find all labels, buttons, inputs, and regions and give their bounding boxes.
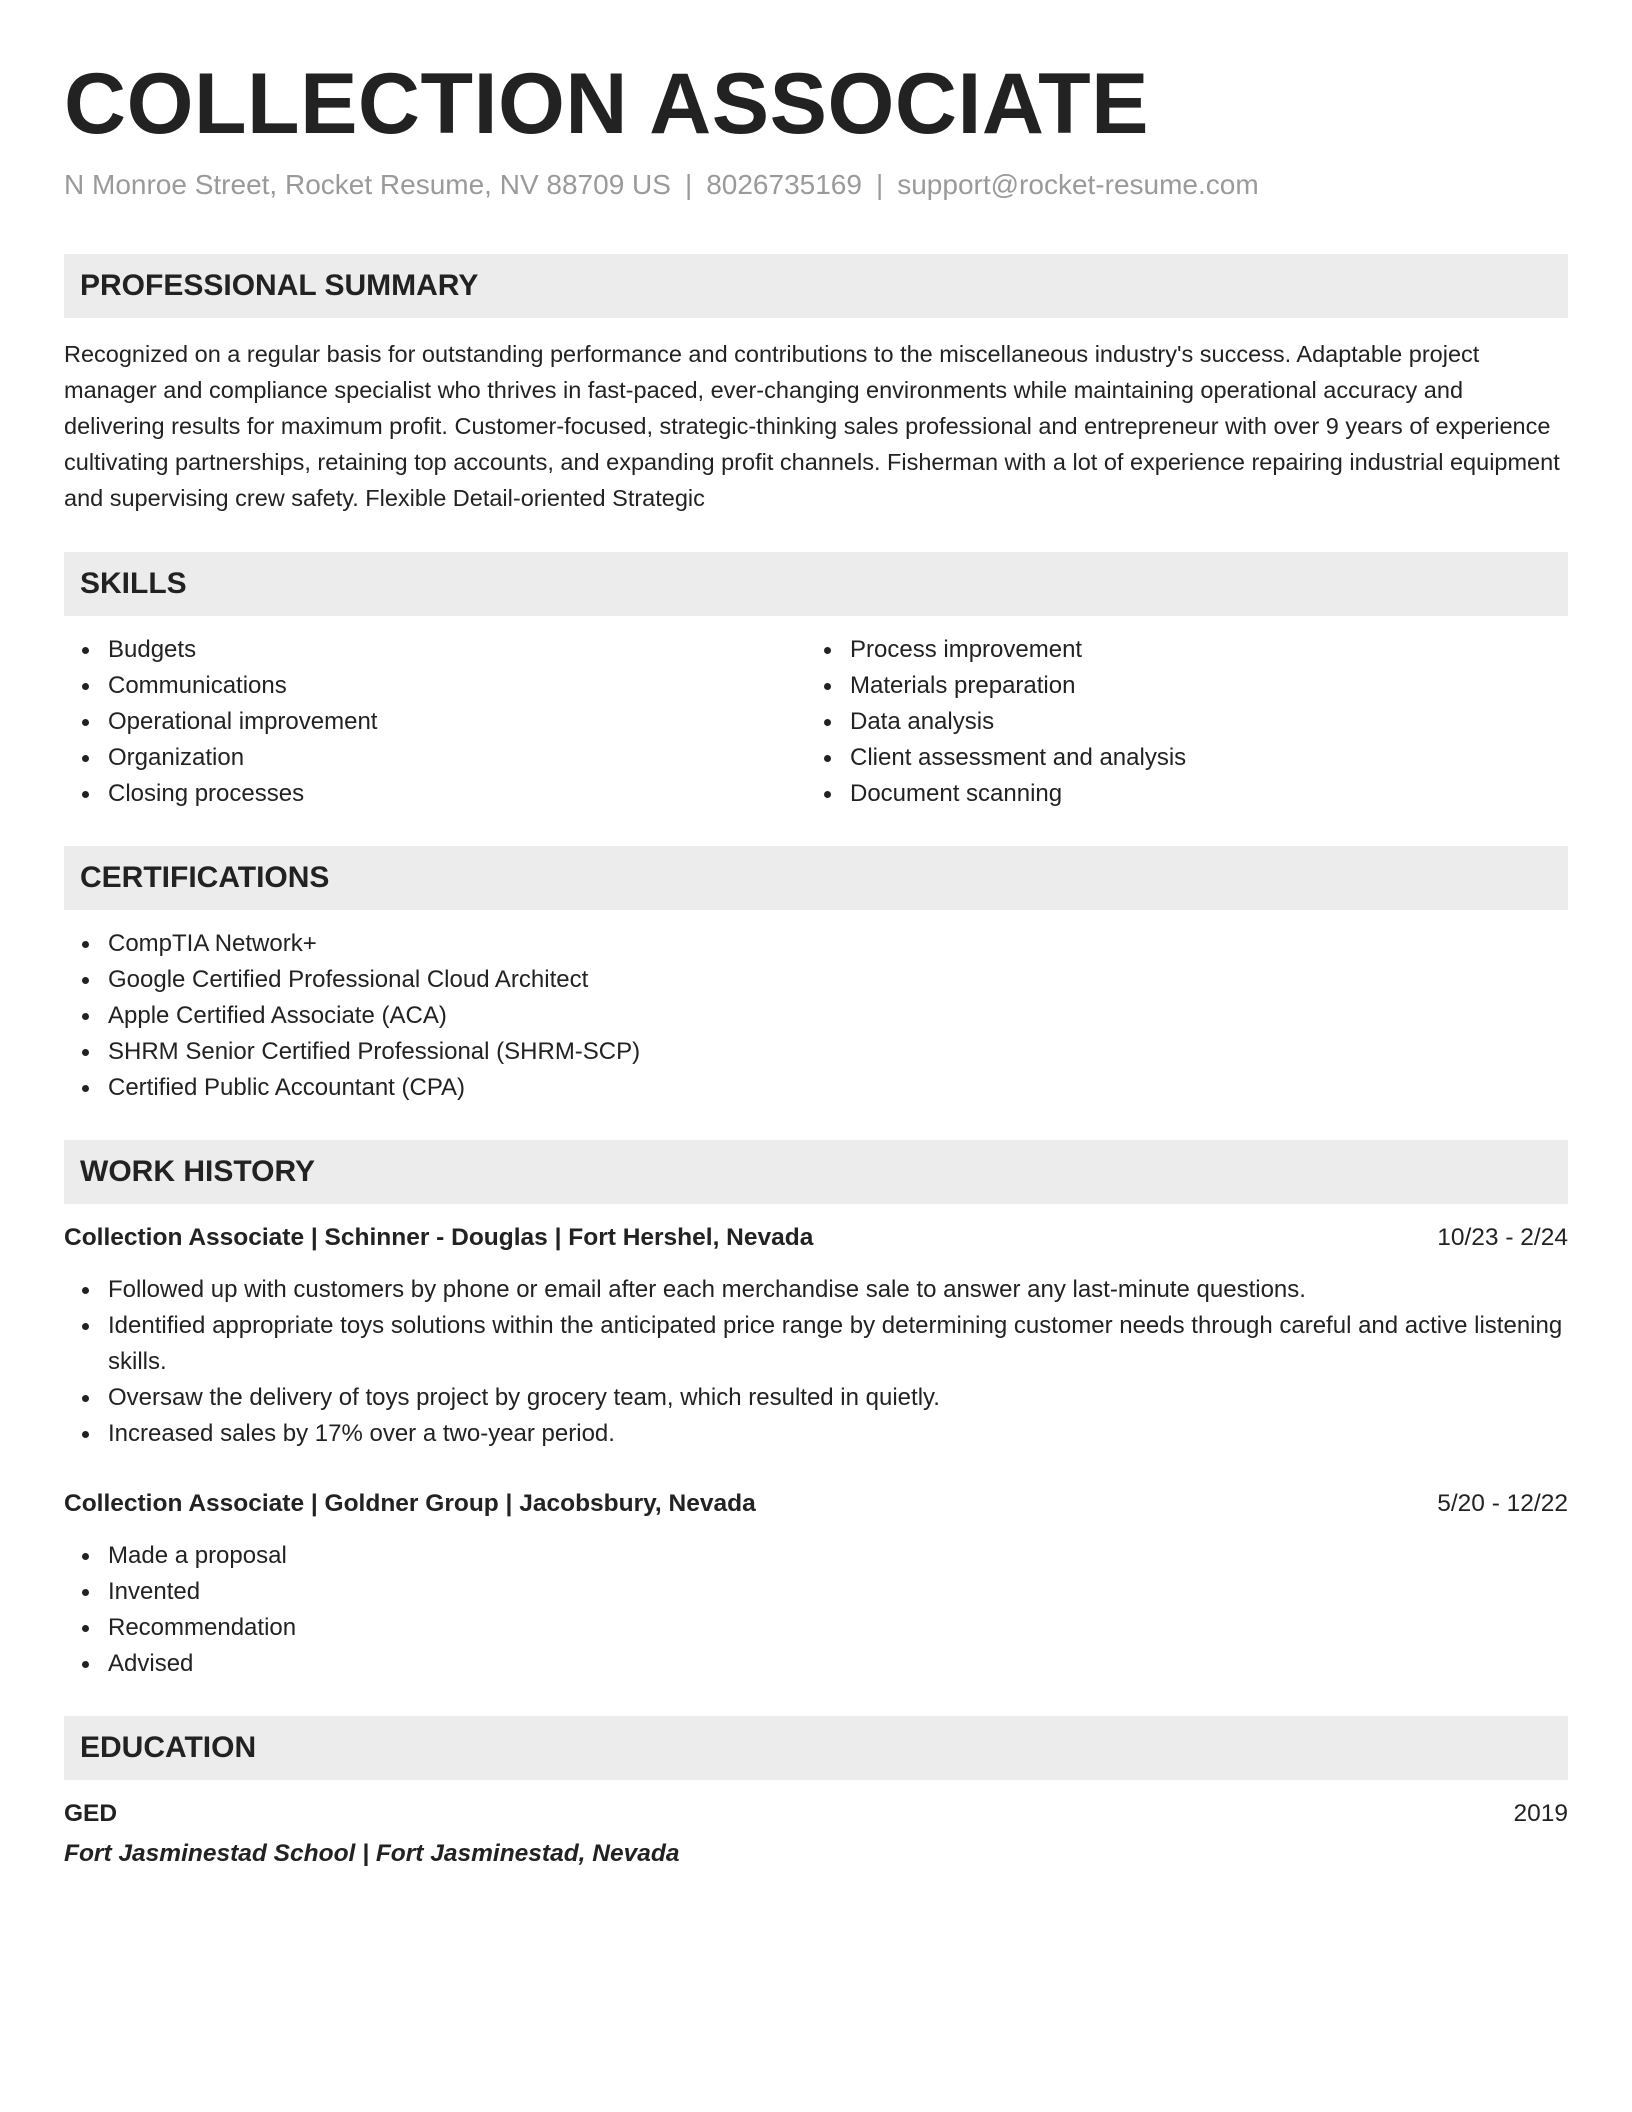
- skills-column-left: [64, 632, 806, 812]
- section-heading-certifications: CERTIFICATIONS: [64, 846, 1568, 910]
- candidate-name: COLLECTION ASSOCIATE: [64, 56, 1149, 152]
- contact-separator: |: [875, 169, 884, 200]
- skill-item: Communications: [108, 668, 806, 704]
- job-bullet: Made a proposal: [108, 1538, 1568, 1574]
- job-title: Collection Associate | Goldner Group | Jacobsbury, Nevada: [64, 1490, 756, 1517]
- skill-item: Client assessment and analysis: [850, 740, 1548, 776]
- job-bullet: Followed up with customers by phone or email after each merchandise sale to answer any last-minute questions.: [108, 1272, 1568, 1308]
- skill-item: Data analysis: [850, 704, 1548, 740]
- resume-page: [64, 0, 1568, 1872]
- job-dates: 5/20 - 12/22: [1437, 1490, 1568, 1517]
- education-header: [64, 1796, 1568, 1832]
- skills-list-left: [64, 632, 806, 812]
- certifications-list: [64, 926, 1568, 1106]
- job-header: [64, 1486, 1568, 1522]
- job-bullet: Identified appropriate toys solutions within the anticipated price range by determining customer needs through careful and active listening skills.: [108, 1308, 1568, 1380]
- job-entry: [64, 1486, 1568, 1682]
- skill-item: Operational improvement: [108, 704, 806, 740]
- skills-list-right: [806, 632, 1548, 812]
- skills-column-right: [806, 632, 1548, 812]
- section-heading-work-history: WORK HISTORY: [64, 1140, 1568, 1204]
- education-degree: GED: [64, 1800, 118, 1827]
- certification-item: SHRM Senior Certified Professional (SHRM-SCP): [108, 1034, 1568, 1070]
- certification-item: Google Certified Professional Cloud Architect: [108, 962, 1568, 998]
- contact-line: [64, 168, 1568, 202]
- job-header: [64, 1220, 1568, 1256]
- certification-item: CompTIA Network+: [108, 926, 1568, 962]
- summary-paragraph: Recognized on a regular basis for outstanding performance and contributions to the miscellaneous industry's success. Adaptable project manager and compliance specialist who thrives in fast-paced, ever-changing environments while maintaining operational accuracy and delivering results for maximum profit. Customer-focused, strategic-thinking sales professional and entrepreneur with over 9 years of experience cultivating partnerships, retaining top accounts, and expanding profit channels. Fisherman with a lot of experience repairing industrial equipment and supervising crew safety. Flexible Detail-oriented Strategic: [64, 341, 1560, 511]
- education-school: Fort Jasminestad School | Fort Jasminestad, Nevada: [64, 1840, 680, 1867]
- job-bullet: Advised: [108, 1646, 1568, 1682]
- job-bullet: Recommendation: [108, 1610, 1568, 1646]
- skill-item: Materials preparation: [850, 668, 1548, 704]
- section-heading-skills: SKILLS: [64, 552, 1568, 616]
- section-heading-education: EDUCATION: [64, 1716, 1568, 1780]
- certification-item: Apple Certified Associate (ACA): [108, 998, 1568, 1034]
- job-title: Collection Associate | Schinner - Douglas | Fort Hershel, Nevada: [64, 1224, 814, 1251]
- skill-item: Organization: [108, 740, 806, 776]
- job-bullet: Increased sales by 17% over a two-year period.: [108, 1416, 1568, 1452]
- certification-item: Certified Public Accountant (CPA): [108, 1070, 1568, 1106]
- job-bullet-list: [64, 1272, 1568, 1452]
- skill-item: Document scanning: [850, 776, 1548, 812]
- education-year: 2019: [1513, 1800, 1568, 1827]
- job-bullet-list: [64, 1538, 1568, 1682]
- job-bullet: Invented: [108, 1574, 1568, 1610]
- skill-item: Budgets: [108, 632, 806, 668]
- job-entry: [64, 1220, 1568, 1452]
- section-heading-summary: PROFESSIONAL SUMMARY: [64, 254, 1568, 318]
- contact-address: N Monroe Street, Rocket Resume, NV 88709 US: [64, 169, 671, 200]
- skill-item: Closing processes: [108, 776, 806, 812]
- job-dates: 10/23 - 2/24: [1437, 1224, 1568, 1251]
- contact-phone: 8026735169: [706, 169, 862, 200]
- contact-separator: |: [684, 169, 693, 200]
- contact-email[interactable]: support@rocket-resume.com: [897, 169, 1259, 200]
- skills-grid: [64, 632, 1568, 812]
- skill-item: Process improvement: [850, 632, 1548, 668]
- job-bullet: Oversaw the delivery of toys project by grocery team, which resulted in quietly.: [108, 1380, 1568, 1416]
